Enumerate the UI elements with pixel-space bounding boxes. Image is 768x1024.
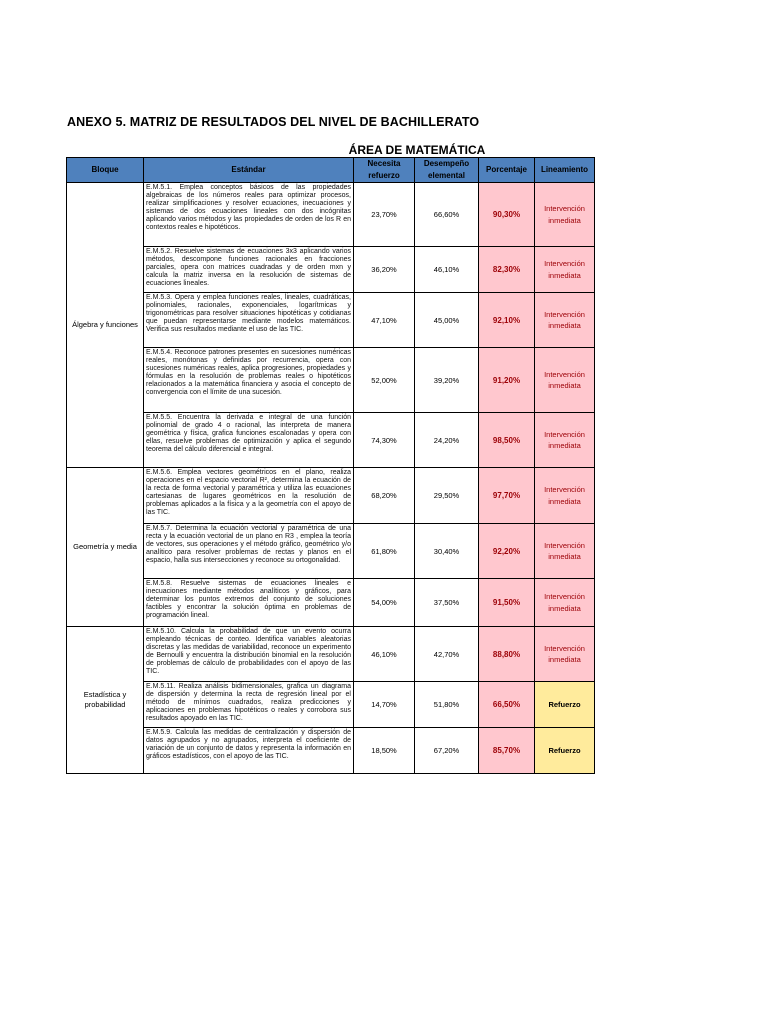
lineamiento-value: Intervención inmediata — [535, 183, 595, 247]
header-lineamiento: Lineamiento — [535, 158, 595, 183]
lineamiento-value: Intervención inmediata — [535, 293, 595, 348]
lineamiento-value: Intervención inmediata — [535, 247, 595, 293]
header-desempeno-elemental: Desempeño elemental — [415, 158, 479, 183]
porcentaje-value: 92,20% — [479, 524, 535, 579]
necesita-refuerzo-value: 61,80% — [354, 524, 415, 579]
lineamiento-value: Intervención inmediata — [535, 413, 595, 468]
porcentaje-value: 92,10% — [479, 293, 535, 348]
porcentaje-value: 85,70% — [479, 728, 535, 774]
porcentaje-value: 88,80% — [479, 627, 535, 682]
header-necesita-refuerzo: Necesita refuerzo — [354, 158, 415, 183]
table-row — [67, 682, 595, 728]
necesita-refuerzo-value: 36,20% — [354, 247, 415, 293]
area-title: ÁREA DE MATEMÁTICA — [348, 143, 486, 157]
standard-text: E.M.5.7. Determina la ecuación vectorial y paramétrica de una recta y la ecuación vectorial de un plano en R3 , emplea la teoría de vectores, sus operaciones y el método gráfico, geométrico y/o analítico para resolver problemas de rectas y planos en el espacio, halla sus intersecciones y reconoce su ortogonalidad. — [144, 524, 354, 579]
desempeno-elemental-value: 24,20% — [415, 413, 479, 468]
standard-text: E.M.5.10. Calcula la probabilidad de que un evento ocurra empleando técnicas de conteo. Identifica variables aleatorias discretas y las medidas de variabilidad, reconoce un experimento de Bernoulli y encuentra la distribución binomial en la resolución de problemas de cálculo de probabilidades con el apoyo de las TIC. — [144, 627, 354, 682]
bloque-algebra-funciones: Álgebra y funciones — [67, 183, 144, 468]
desempeno-elemental-value: 39,20% — [415, 348, 479, 413]
desempeno-elemental-value: 45,00% — [415, 293, 479, 348]
desempeno-elemental-value: 67,20% — [415, 728, 479, 774]
porcentaje-value: 91,50% — [479, 579, 535, 627]
standard-text: E.M.5.9. Calcula las medidas de centralización y dispersión de datos agrupados y no agrupados, interpreta el coeficiente de variación de un conjunto de datos y representa la información en gráficos estadísticos, con el apoyo de las TIC. — [144, 728, 354, 774]
lineamiento-value: Intervención inmediata — [535, 468, 595, 524]
necesita-refuerzo-value: 18,50% — [354, 728, 415, 774]
header-porcentaje: Porcentaje — [479, 158, 535, 183]
table-header-row — [67, 158, 595, 183]
standard-text: E.M.5.1. Emplea conceptos básicos de las propiedades algebraicas de los números reales para optimizar procesos, realizar simplificaciones y resolver ecuaciones, inecuaciones y sistemas de dos ecuaciones lineales con dos incógnitas aplicando varios métodos y las propiedades de orden de los R en contextos reales e hipotéticos. — [144, 183, 354, 247]
table-row — [67, 524, 595, 579]
table-row — [67, 183, 595, 247]
standard-text: E.M.5.11. Realiza análisis bidimensionales, grafica un diagrama de dispersión y determina la recta de regresión lineal por el método de mínimos cuadrados, realiza predicciones y aplicaciones en problemas hipotéticos o reales y corrobora sus resultados apoyado en las TIC. — [144, 682, 354, 728]
desempeno-elemental-value: 29,50% — [415, 468, 479, 524]
necesita-refuerzo-value: 68,20% — [354, 468, 415, 524]
results-matrix-table — [66, 157, 595, 774]
desempeno-elemental-value: 37,50% — [415, 579, 479, 627]
standard-text: E.M.5.6. Emplea vectores geométricos en el plano, realiza operaciones en el espacio vectorial R², determina la ecuación de la recta de forma vectorial y paramétrica y utiliza las ecuaciones cartesianas de lugares geométricos en la resolución de problemas aplicados a la física y a la geometría con el apoyo de las TIC. — [144, 468, 354, 524]
standard-text: E.M.5.4. Reconoce patrones presentes en sucesiones numéricas reales, monótonas y definidas por recurrencia, opera con sucesiones numéricas reales, aplica progresiones, propiedades y fórmulas en la resolución de problemas reales o hipotéticos relacionados a la matemática financiera y asocia el concepto de convergencia con el límite de una sucesión. — [144, 348, 354, 413]
bloque-estadistica-probabilidad: Estadística y probabilidad — [67, 627, 144, 774]
table-row — [67, 579, 595, 627]
document-title: ANEXO 5. MATRIZ DE RESULTADOS DEL NIVEL DE BACHILLERATO — [67, 115, 480, 129]
table-row — [67, 728, 595, 774]
header-bloque: Bloque — [67, 158, 144, 183]
lineamiento-value: Refuerzo — [535, 682, 595, 728]
table-row — [67, 413, 595, 468]
porcentaje-value: 90,30% — [479, 183, 535, 247]
porcentaje-value: 98,50% — [479, 413, 535, 468]
header-estandar: Estándar — [144, 158, 354, 183]
necesita-refuerzo-value: 52,00% — [354, 348, 415, 413]
table-row — [67, 348, 595, 413]
desempeno-elemental-value: 42,70% — [415, 627, 479, 682]
lineamiento-value: Refuerzo — [535, 728, 595, 774]
desempeno-elemental-value: 51,80% — [415, 682, 479, 728]
necesita-refuerzo-value: 74,30% — [354, 413, 415, 468]
necesita-refuerzo-value: 54,00% — [354, 579, 415, 627]
standard-text: E.M.5.3. Opera y emplea funciones reales, lineales, cuadráticas, polinomiales, racionales, exponenciales, logarítmicas y trigonométricas para resolver situaciones hipotéticas y cotidianas que puedan representarse mediante modelos matemáticos. Verifica sus resultados mediante el uso de las TIC. — [144, 293, 354, 348]
desempeno-elemental-value: 46,10% — [415, 247, 479, 293]
lineamiento-value: Intervención inmediata — [535, 579, 595, 627]
porcentaje-value: 91,20% — [479, 348, 535, 413]
lineamiento-value: Intervención inmediata — [535, 627, 595, 682]
necesita-refuerzo-value: 23,70% — [354, 183, 415, 247]
desempeno-elemental-value: 66,60% — [415, 183, 479, 247]
table-row — [67, 247, 595, 293]
necesita-refuerzo-value: 46,10% — [354, 627, 415, 682]
standard-text: E.M.5.5. Encuentra la derivada e integral de una función polinomial de grado 4 o racional, las interpreta de manera geométrica y física, grafica funciones escalonadas y opera con ellas, resuelve problemas de optimización y aplica el segundo teorema del cálculo diferencial e integral. — [144, 413, 354, 468]
lineamiento-value: Intervención inmediata — [535, 348, 595, 413]
table-row — [67, 468, 595, 524]
table-row — [67, 627, 595, 682]
porcentaje-value: 97,70% — [479, 468, 535, 524]
bloque-geometria-media: Geometría y media — [67, 468, 144, 627]
necesita-refuerzo-value: 14,70% — [354, 682, 415, 728]
lineamiento-value: Intervención inmediata — [535, 524, 595, 579]
table-row — [67, 293, 595, 348]
standard-text: E.M.5.2. Resuelve sistemas de ecuaciones 3x3 aplicando varios métodos, descompone funciones racionales en fracciones parciales, opera con matrices cuadradas y de orden mxn y calcula la matriz inversa en la resolución de sistemas de ecuaciones lineales. — [144, 247, 354, 293]
porcentaje-value: 66,50% — [479, 682, 535, 728]
desempeno-elemental-value: 30,40% — [415, 524, 479, 579]
standard-text: E.M.5.8. Resuelve sistemas de ecuaciones lineales e inecuaciones mediante métodos analíticos y gráficos, para determinar los puntos extremos del conjunto de soluciones factibles y encontrar la solución óptima en problemas de programación lineal. — [144, 579, 354, 627]
porcentaje-value: 82,30% — [479, 247, 535, 293]
necesita-refuerzo-value: 47,10% — [354, 293, 415, 348]
